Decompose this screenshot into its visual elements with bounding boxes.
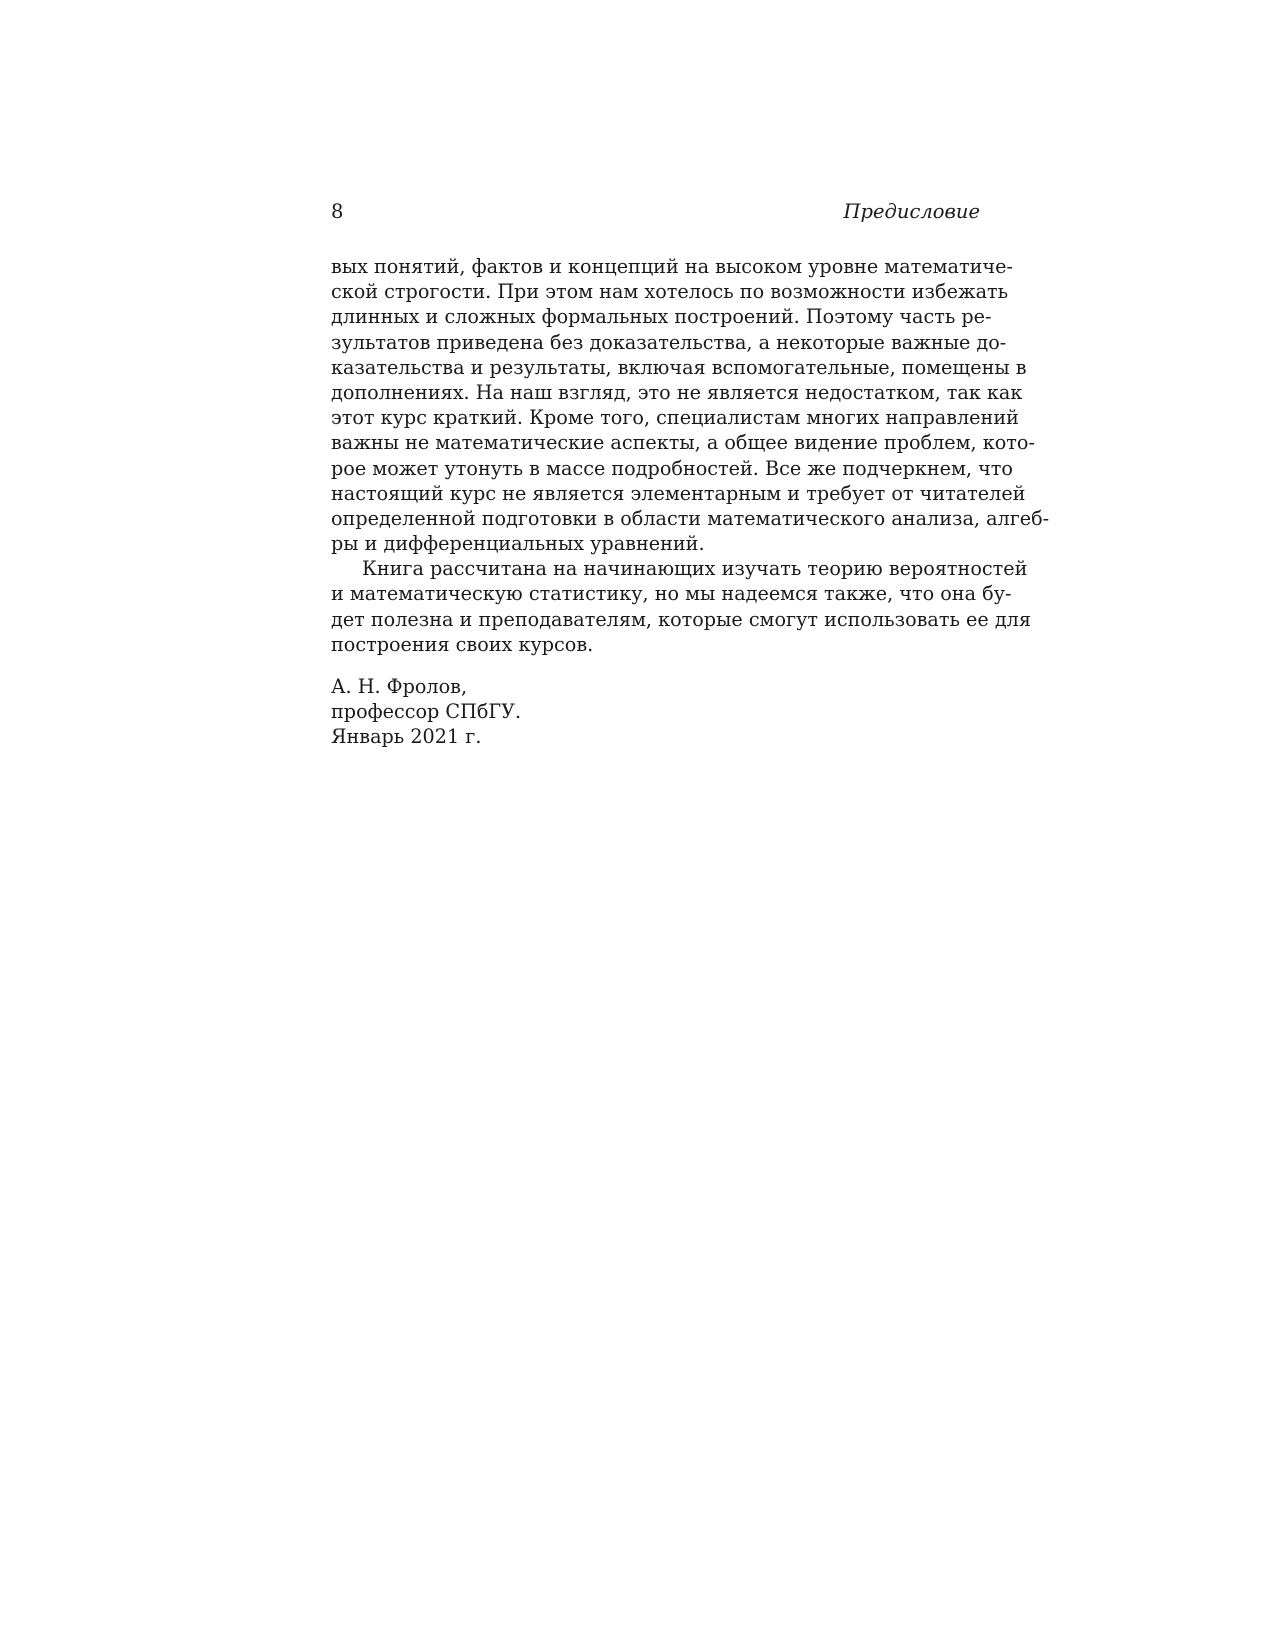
- text-line: важны не математические аспекты, а общее видение проблем, кото-: [331, 431, 1035, 455]
- text-line: дополнениях. На наш взгляд, это не является недостатком, так как: [331, 380, 1023, 404]
- author-position: профессор СПбГУ.: [331, 700, 522, 724]
- text-line: определенной подготовки в области математического анализа, алгеб-: [331, 506, 1050, 530]
- paragraph-2: [331, 556, 1031, 657]
- running-title: Предисловие: [843, 200, 980, 223]
- body-text: [331, 254, 1050, 657]
- author-name: А. Н. Фролов,: [331, 675, 468, 698]
- text-line: казательства и результаты, включая вспомогательные, помещены в: [331, 355, 1027, 379]
- text-line: ры и дифференциальных уравнений.: [331, 532, 705, 556]
- page-header: [331, 198, 980, 226]
- paragraph-1: [331, 254, 1050, 556]
- text-line: настоящий курс не является элементарным и требует от читателей: [331, 481, 1026, 505]
- signature-date: Январь 2021 г.: [331, 725, 482, 749]
- text-line: рое может утонуть в массе подробностей. Все же подчеркнем, что: [331, 456, 1013, 480]
- text-line: дет полезна и преподавателям, которые смогут использовать ее для: [331, 607, 1031, 631]
- page-number: 8: [331, 200, 344, 223]
- text-line: длинных и сложных формальных построений. Поэтому часть ре-: [331, 305, 992, 329]
- text-line: Книга рассчитана на начинающих изучать теорию вероятностей: [362, 557, 1028, 581]
- text-line: зультатов приведена без доказательства, а некоторые важные до-: [331, 330, 1007, 354]
- text-line: этот курс краткий. Кроме того, специалистам многих направлений: [331, 406, 1019, 430]
- signature-block: [331, 674, 521, 750]
- text-line: и математическую статистику, но мы надеемся также, что она бу-: [331, 582, 1012, 606]
- text-line: ской строгости. При этом нам хотелось по возможности избежать: [331, 280, 1009, 304]
- text-line: построения своих курсов.: [331, 632, 594, 656]
- text-line: вых понятий, фактов и концепций на высоком уровне математиче-: [331, 255, 1013, 278]
